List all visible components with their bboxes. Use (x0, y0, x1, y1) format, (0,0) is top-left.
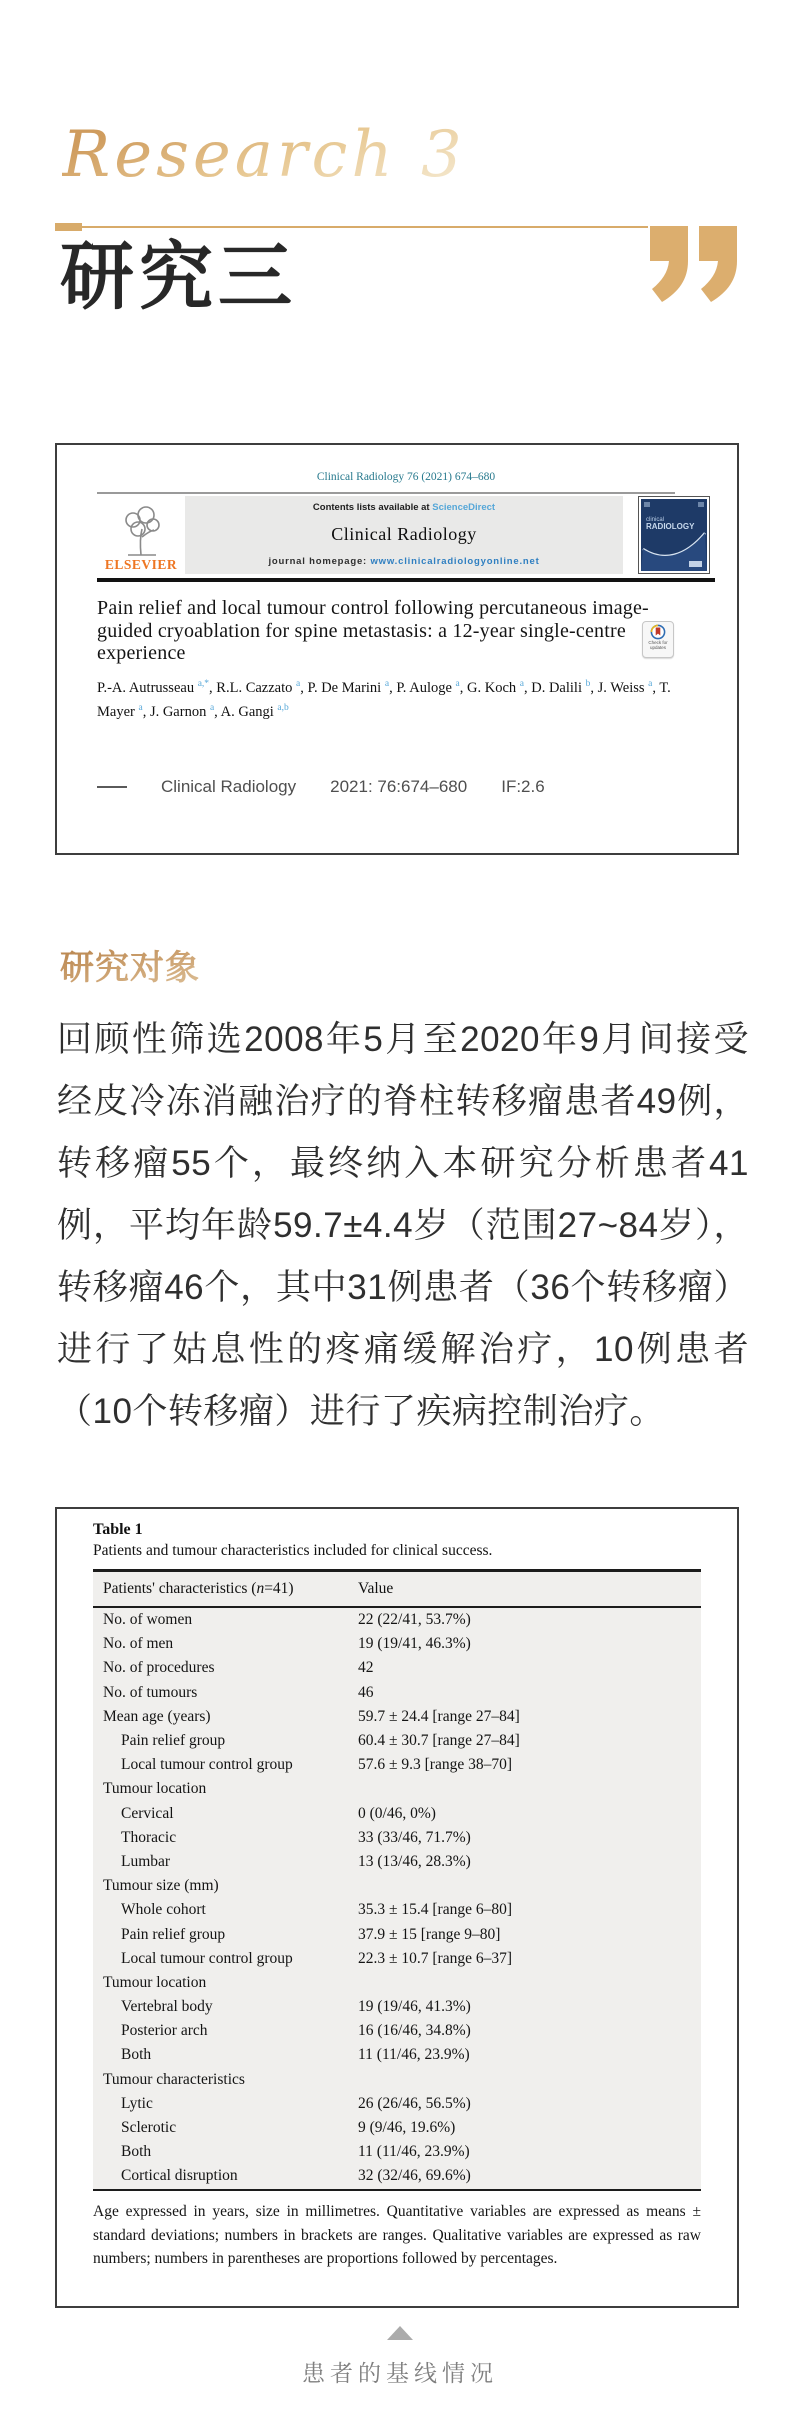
row-label: Local tumour control group (121, 1756, 293, 1774)
citation-pages: 2021: 76:674–680 (330, 777, 468, 796)
row-value: 59.7 ± 24.4 [range 27–84] (358, 1707, 520, 1725)
row-value: 11 (11/46, 23.9%) (358, 2046, 470, 2064)
author: P.-A. Autrusseau $^{a,*}$, (97, 679, 217, 696)
table-body (93, 1608, 701, 2189)
table-row (93, 1608, 701, 1632)
homepage-prefix: journal homepage: (268, 556, 371, 567)
table-row (93, 1898, 701, 1922)
row-label: Tumour size (mm) (103, 1877, 219, 1895)
row-label: No. of men (103, 1635, 174, 1653)
table-row (93, 1705, 701, 1729)
badge-text-line2: updates (649, 645, 666, 650)
row-value: 19 (19/41, 46.3%) (358, 1635, 471, 1653)
table-col2-header: Value (358, 1580, 394, 1597)
row-value: 35.3 ± 15.4 [range 6–80] (358, 1901, 513, 1919)
row-label: Both (121, 2143, 152, 2161)
homepage-link[interactable]: www.clinicalradiologyonline.net (370, 556, 540, 567)
table-row (93, 1802, 701, 1826)
table-row (93, 2164, 701, 2188)
elsevier-wordmark: ELSEVIER (104, 557, 178, 572)
svg-text:RADIOLOGY: RADIOLOGY (646, 522, 695, 531)
row-label: Sclerotic (121, 2119, 177, 2137)
journal-black-rule (97, 578, 715, 582)
homepage-line (268, 556, 539, 567)
row-value: 57.6 ± 9.3 [range 38–70] (358, 1756, 513, 1774)
author: G. Koch $^a$, (467, 679, 532, 696)
elsevier-tree-icon (116, 505, 166, 557)
citation-journal: Clinical Radiology (161, 777, 297, 796)
row-value: 26 (26/46, 56.5%) (358, 2094, 471, 2112)
row-label: Tumour characteristics (103, 2070, 245, 2088)
row-value: 60.4 ± 30.7 [range 27–84] (358, 1732, 520, 1750)
table-row (93, 1874, 701, 1898)
row-label: Whole cohort (121, 1901, 206, 1919)
table-row (93, 1632, 701, 1656)
row-value: 46 (358, 1683, 374, 1701)
author: J. Weiss $^a$, (597, 679, 660, 696)
row-label: Thoracic (121, 1828, 177, 1846)
row-value: 33 (33/46, 71.7%) (358, 1828, 471, 1846)
row-value: 11 (11/46, 23.9%) (358, 2143, 470, 2161)
row-value: 42 (358, 1659, 374, 1677)
table-header-row (93, 1572, 701, 1606)
row-value: 13 (13/46, 28.3%) (358, 1852, 471, 1870)
english-script-title: Research 3 (62, 118, 466, 192)
row-value: 22 (22/41, 53.7%) (358, 1611, 471, 1629)
table-row (93, 1753, 701, 1777)
badge-text-line1: Check for (648, 640, 668, 645)
table-row (93, 2019, 701, 2043)
col1-header-post: =41) (264, 1580, 294, 1597)
contents-line (313, 502, 495, 513)
row-label: Pain relief group (121, 1925, 226, 1943)
figure-caption (0, 2326, 800, 2388)
row-label: Cortical disruption (121, 2167, 238, 2185)
table-row (93, 1729, 701, 1753)
sciencedirect-link[interactable]: ScienceDirect (432, 502, 496, 513)
journal-citation-line: Clinical Radiology 76 (2021) 674–680 (316, 471, 496, 483)
figure-caption-text: 患者的基线情况 (302, 2360, 498, 2386)
citation-impact-factor: IF:2.6 (501, 777, 545, 796)
citation-dash (97, 786, 127, 788)
row-label: Vertebral body (121, 1998, 213, 2016)
check-for-updates-badge[interactable] (642, 621, 674, 658)
table-col1-header (93, 1580, 358, 1598)
quote-ornament-icon (649, 226, 739, 307)
journal-cover-thumbnail (638, 496, 710, 574)
gold-divider-cap (55, 223, 82, 231)
row-label: Lumbar (121, 1852, 171, 1870)
table-row (93, 2043, 701, 2067)
journal-top-rule (97, 492, 675, 494)
author: R.L. Cazzato $^a$, (216, 679, 308, 696)
row-label: Local tumour control group (121, 1949, 293, 1967)
row-label: No. of procedures (103, 1659, 215, 1677)
table-row (93, 1947, 701, 1971)
author: D. Dalili $^b$, (531, 679, 598, 696)
citation-strip (97, 777, 545, 797)
triangle-up-icon (387, 2326, 413, 2340)
row-label: Mean age (years) (103, 1707, 211, 1725)
row-value: 9 (9/46, 19.6%) (358, 2119, 456, 2137)
col1-header-n: n (256, 1580, 265, 1597)
row-label: No. of women (103, 1611, 193, 1629)
table-row (93, 1922, 701, 1946)
section-heading: 研究对象 (60, 940, 200, 989)
author: A. Gangi $^{a,b}$ (220, 702, 289, 720)
chinese-title: 研究三 (60, 237, 297, 319)
table-row (93, 1995, 701, 2019)
elsevier-logo (97, 496, 185, 574)
table-footnote: Age expressed in years, size in millimetres. Quantitative variables are expressed as means ± standard deviations; numbers in brackets are ranges. Qualitative variables are expressed as raw numbers; numbers in parentheses are proportions followed by percentages. (93, 2203, 701, 2267)
table-caption: Patients and tumour characteristics included for clinical success. (93, 1542, 493, 1559)
table-row (93, 1971, 701, 1995)
row-label: Lytic (121, 2094, 153, 2112)
row-label: Pain relief group (121, 1732, 226, 1750)
row-value: 37.9 ± 15 [range 9–80] (358, 1925, 501, 1943)
table-row (93, 1826, 701, 1850)
table-row (93, 1656, 701, 1680)
row-label: Tumour location (103, 1973, 207, 1991)
author-list (97, 674, 689, 722)
table-row (93, 2092, 701, 2116)
author: T. Mayer $^a$, (97, 679, 671, 720)
journal-name: Clinical Radiology (331, 524, 477, 544)
table-row (93, 1777, 701, 1801)
row-label: Both (121, 2046, 152, 2064)
paper-screenshot-card (55, 443, 739, 855)
body-paragraph: 回顾性筛选2008年5月至2020年9月间接受经皮冷冻消融治疗的脊柱转移瘤患者49例，转移瘤55个，最终纳入本研究分析患者41例，平均年龄59.7±4.4岁（范围27~84岁），转移瘤46个，其中31例患者（36个转移瘤）进行了姑息性的疼痛缓解治疗，10例患者（10个转移瘤）进行了疾病控制治疗。 (57, 1020, 749, 1431)
paper-title: Pain relief and local tumour control following percutaneous image-guided cryoablation for spine metastasis: a 12-year single-centre experience (97, 597, 649, 664)
journal-banner (185, 496, 623, 574)
col1-header-pre: Patients' characteristics ( (103, 1580, 257, 1597)
author: J. Garnon $^a$, (149, 702, 221, 720)
author: P. De Marini $^a$, (307, 679, 397, 696)
row-value: 16 (16/46, 34.8%) (358, 2022, 471, 2040)
row-value: 0 (0/46, 0%) (358, 1804, 436, 1822)
table-bottom-rule (93, 2189, 701, 2192)
row-label: Tumour location (103, 1780, 207, 1798)
row-label: No. of tumours (103, 1683, 198, 1701)
journal-masthead (97, 496, 715, 574)
gold-divider-line (55, 226, 648, 228)
table-row (93, 1850, 701, 1874)
table-row (93, 2140, 701, 2164)
table-screenshot-card (55, 1507, 739, 2308)
updates-logo-icon (650, 624, 666, 640)
row-value: 19 (19/46, 41.3%) (358, 1998, 471, 2016)
table-row (93, 2068, 701, 2092)
row-label: Cervical (121, 1804, 174, 1822)
data-table (93, 1569, 701, 2191)
author: P. Auloge $^a$, (396, 679, 467, 696)
row-value: 22.3 ± 10.7 [range 6–37] (358, 1949, 513, 1967)
table-row (93, 1681, 701, 1705)
row-value: 32 (32/46, 69.6%) (358, 2167, 471, 2185)
table-label: Table 1 (93, 1521, 143, 1538)
table-row (93, 2116, 701, 2140)
row-label: Posterior arch (121, 2022, 208, 2040)
contents-prefix: Contents lists available at (312, 502, 433, 513)
svg-text:clinical: clinical (646, 517, 665, 523)
